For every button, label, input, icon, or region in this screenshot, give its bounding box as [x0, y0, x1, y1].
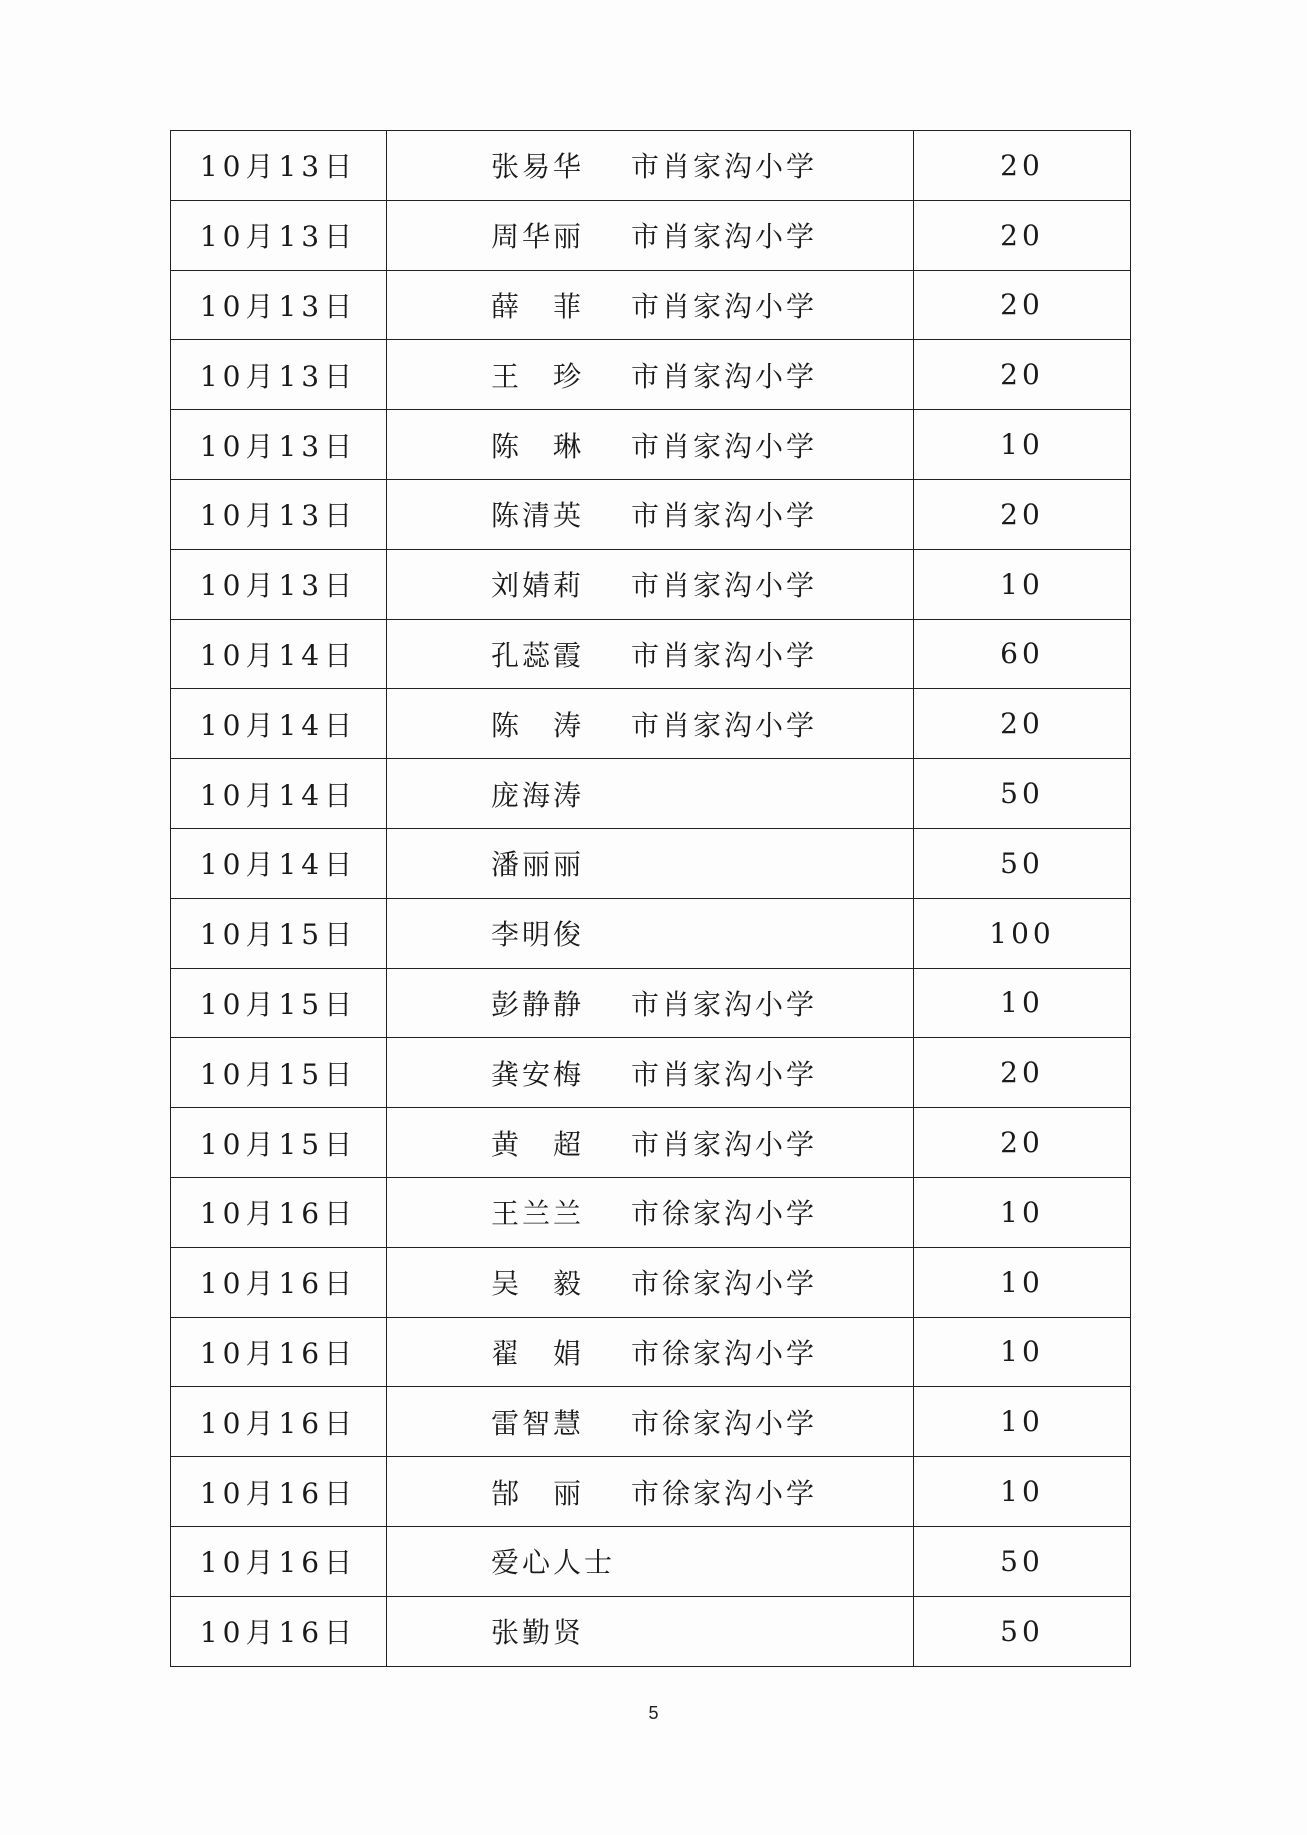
donation-amount: 20 — [914, 270, 1131, 340]
donor-organization: 市徐家沟小学 — [631, 1197, 818, 1231]
donor-organization: 市徐家沟小学 — [631, 1476, 818, 1510]
donor-organization: 市徐家沟小学 — [631, 1406, 818, 1440]
donation-date: 10月15日 — [171, 968, 387, 1038]
donor-name: 陈 琳 — [491, 429, 585, 463]
donor-cell — [387, 759, 914, 829]
donor-organization: 市肖家沟小学 — [631, 708, 818, 742]
donor-organization: 市肖家沟小学 — [631, 150, 818, 184]
table-row — [171, 689, 1131, 759]
donation-amount: 20 — [914, 131, 1131, 201]
donor-cell — [387, 968, 914, 1038]
table-row — [171, 1247, 1131, 1317]
donation-date: 10月16日 — [171, 1317, 387, 1387]
table-row — [171, 1177, 1131, 1247]
donation-amount: 20 — [914, 1108, 1131, 1178]
table-row — [171, 270, 1131, 340]
donor-name: 彭静静 — [491, 987, 585, 1021]
donor-cell — [387, 270, 914, 340]
donor-cell — [387, 340, 914, 410]
donation-date: 10月16日 — [171, 1457, 387, 1527]
donor-name: 吴 毅 — [491, 1267, 585, 1301]
donation-amount: 10 — [914, 968, 1131, 1038]
donor-name: 庞海涛 — [491, 778, 585, 812]
donor-cell — [387, 898, 914, 968]
donation-amount: 60 — [914, 619, 1131, 689]
donation-date: 10月14日 — [171, 689, 387, 759]
donation-amount: 10 — [914, 1387, 1131, 1457]
donation-amount: 10 — [914, 1457, 1131, 1527]
donor-cell — [387, 1526, 914, 1596]
donation-amount: 10 — [914, 549, 1131, 619]
donor-cell — [387, 1387, 914, 1457]
donor-cell — [387, 1596, 914, 1666]
table-row — [171, 340, 1131, 410]
donor-name: 孔蕊霞 — [491, 638, 585, 672]
donation-date: 10月16日 — [171, 1177, 387, 1247]
donor-name: 李明俊 — [491, 918, 585, 952]
donation-date: 10月13日 — [171, 340, 387, 410]
donor-organization: 市肖家沟小学 — [631, 569, 818, 603]
donor-name: 王兰兰 — [491, 1197, 585, 1231]
table-row — [171, 619, 1131, 689]
table-row — [171, 131, 1131, 201]
donation-date: 10月13日 — [171, 549, 387, 619]
donor-cell — [387, 1457, 914, 1527]
donation-amount: 10 — [914, 1317, 1131, 1387]
donor-cell — [387, 1038, 914, 1108]
donor-organization: 市肖家沟小学 — [631, 429, 818, 463]
donation-date: 10月14日 — [171, 759, 387, 829]
donor-name: 陈清英 — [491, 499, 585, 533]
donation-date: 10月16日 — [171, 1596, 387, 1666]
donor-name: 刘婧莉 — [491, 569, 585, 603]
donor-name: 薛 菲 — [491, 289, 585, 323]
donor-organization: 市肖家沟小学 — [631, 638, 818, 672]
donation-date: 10月16日 — [171, 1387, 387, 1457]
donor-name: 王 珍 — [491, 359, 585, 393]
donation-table — [170, 130, 1131, 1667]
donation-amount: 10 — [914, 1247, 1131, 1317]
donor-cell — [387, 828, 914, 898]
donor-name: 龚安梅 — [491, 1057, 585, 1091]
donor-name: 翟 娟 — [491, 1336, 585, 1370]
table-row — [171, 200, 1131, 270]
donor-name: 黄 超 — [491, 1127, 585, 1161]
donation-amount: 20 — [914, 479, 1131, 549]
donor-name: 周华丽 — [491, 220, 585, 254]
donor-cell — [387, 1317, 914, 1387]
donation-amount: 10 — [914, 410, 1131, 480]
donation-amount: 50 — [914, 1596, 1131, 1666]
table-row — [171, 479, 1131, 549]
donation-date: 10月15日 — [171, 1038, 387, 1108]
donor-name: 雷智慧 — [491, 1406, 585, 1440]
donor-cell — [387, 689, 914, 759]
donation-amount: 50 — [914, 1526, 1131, 1596]
donation-date: 10月16日 — [171, 1247, 387, 1317]
donation-date: 10月13日 — [171, 479, 387, 549]
donor-organization: 市肖家沟小学 — [631, 987, 818, 1021]
donor-organization: 市肖家沟小学 — [631, 289, 818, 323]
donation-date: 10月16日 — [171, 1526, 387, 1596]
donor-cell — [387, 549, 914, 619]
donor-organization: 市肖家沟小学 — [631, 359, 818, 393]
donation-date: 10月13日 — [171, 200, 387, 270]
donor-organization: 市肖家沟小学 — [631, 1127, 818, 1161]
donation-date: 10月15日 — [171, 898, 387, 968]
donation-date: 10月14日 — [171, 619, 387, 689]
donation-table-body — [171, 131, 1131, 1667]
donation-amount: 50 — [914, 828, 1131, 898]
donation-amount: 20 — [914, 1038, 1131, 1108]
table-row — [171, 1596, 1131, 1666]
donor-organization: 市肖家沟小学 — [631, 1057, 818, 1091]
table-row — [171, 1317, 1131, 1387]
donor-organization: 市徐家沟小学 — [631, 1267, 818, 1301]
donor-cell — [387, 131, 914, 201]
donation-amount: 10 — [914, 1177, 1131, 1247]
donation-amount: 50 — [914, 759, 1131, 829]
donation-date: 10月14日 — [171, 828, 387, 898]
table-row — [171, 1457, 1131, 1527]
table-row — [171, 898, 1131, 968]
donation-date: 10月15日 — [171, 1108, 387, 1178]
table-row — [171, 828, 1131, 898]
donor-cell — [387, 410, 914, 480]
donor-name: 陈 涛 — [491, 708, 585, 742]
table-row — [171, 549, 1131, 619]
donor-organization: 市肖家沟小学 — [631, 220, 818, 254]
donation-amount: 20 — [914, 200, 1131, 270]
donation-date: 10月13日 — [171, 131, 387, 201]
donor-cell — [387, 479, 914, 549]
donor-name: 郜 丽 — [491, 1476, 585, 1510]
donation-date: 10月13日 — [171, 410, 387, 480]
table-row — [171, 759, 1131, 829]
donation-amount: 100 — [914, 898, 1131, 968]
donation-amount: 20 — [914, 689, 1131, 759]
page-number: 5 — [648, 1703, 659, 1723]
donor-name: 张勤贤 — [491, 1616, 585, 1650]
donation-amount: 20 — [914, 340, 1131, 410]
table-row — [171, 1526, 1131, 1596]
donor-organization: 市徐家沟小学 — [631, 1336, 818, 1370]
table-row — [171, 1387, 1131, 1457]
donor-cell — [387, 619, 914, 689]
table-row — [171, 968, 1131, 1038]
donor-name: 潘丽丽 — [491, 848, 585, 882]
donor-cell — [387, 1108, 914, 1178]
table-row — [171, 410, 1131, 480]
donor-name: 张易华 — [491, 150, 585, 184]
donor-cell — [387, 1247, 914, 1317]
donor-name: 爱心人士 — [491, 1546, 616, 1580]
donor-cell — [387, 1177, 914, 1247]
table-row — [171, 1108, 1131, 1178]
donor-organization: 市肖家沟小学 — [631, 499, 818, 533]
donation-date: 10月13日 — [171, 270, 387, 340]
donor-cell — [387, 200, 914, 270]
table-row — [171, 1038, 1131, 1108]
